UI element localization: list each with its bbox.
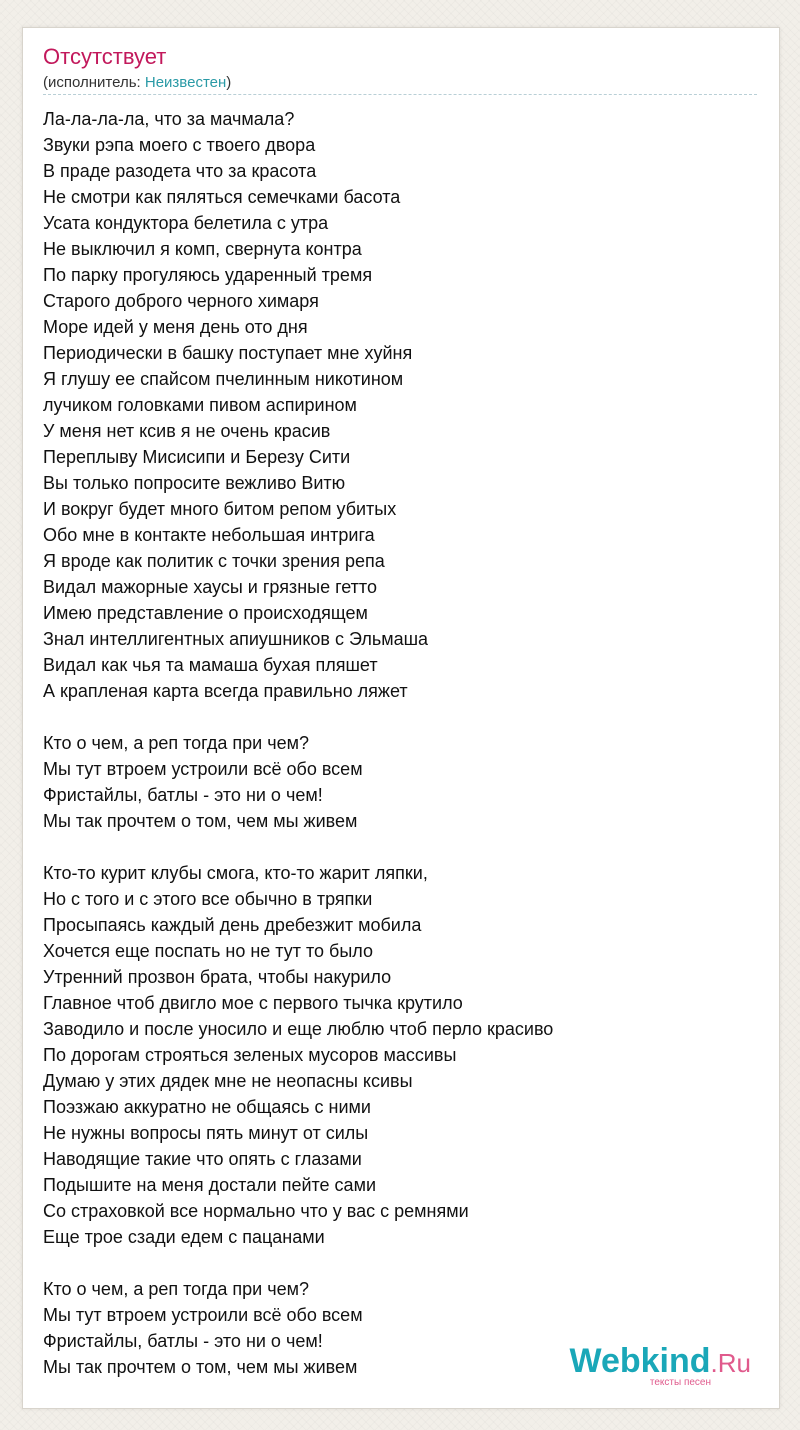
- lyric-line: Но с того и с этого все обычно в тряпки: [43, 889, 373, 909]
- lyric-line: Звуки рэпа моего с твоего двора: [43, 135, 316, 155]
- lyric-line: У меня нет ксив я не очень красив: [43, 421, 331, 441]
- lyric-line: Фристайлы, батлы - это ни о чем!: [43, 1331, 323, 1351]
- lyric-line: Периодически в башку поступает мне хуйня: [43, 343, 413, 363]
- lyric-line: Видал как чья та мамаша бухая пляшет: [43, 655, 378, 675]
- lyric-line: Просыпаясь каждый день дребезжит мобила: [43, 915, 422, 935]
- performer-line: [43, 74, 231, 92]
- lyric-line: Не нужны вопросы пять минут от силы: [43, 1123, 369, 1143]
- performer-link[interactable]: Неизвестен: [144, 74, 227, 91]
- lyric-line: Мы так прочтем о том, чем мы живем: [43, 1357, 358, 1377]
- lyric-line: Переплыву Мисисипи и Березу Сити: [43, 447, 351, 467]
- lyric-line: Старого доброго черного химаря: [43, 291, 319, 311]
- lyric-line: Со страховкой все нормально что у вас с ремнями: [43, 1201, 469, 1221]
- header-divider: [43, 94, 757, 95]
- logo-name: Webkind: [569, 1342, 711, 1380]
- lyric-line: Хочется еще поспать но не тут то было: [43, 941, 373, 961]
- lyric-line: Мы так прочтем о том, чем мы живем: [43, 811, 358, 831]
- lyric-line: Усата кондуктора белетила с утра: [43, 213, 329, 233]
- lyric-line: Думаю у этих дядек мне не неопасны ксивы: [43, 1071, 413, 1091]
- lyric-line: Знал интеллигентных апиушников с Эльмаша: [43, 629, 429, 649]
- lyric-line: Не выключил я комп, свернута контра: [43, 239, 362, 259]
- lyric-line: По дорогам строяться зеленых мусоров массивы: [43, 1045, 457, 1065]
- site-logo[interactable]: [569, 1344, 751, 1388]
- lyric-line: Мы тут втроем устроили всё обо всем: [43, 759, 363, 779]
- lyric-line: Фристайлы, батлы - это ни о чем!: [43, 785, 323, 805]
- lyric-line: По парку прогуляюсь ударенный тремя: [43, 265, 373, 285]
- lyric-line: Заводило и после уносило и еще люблю чтоб перло красиво: [43, 1019, 554, 1039]
- lyric-line: Море идей у меня день ото дня: [43, 317, 308, 337]
- lyric-line: Наводящие такие что опять с глазами: [43, 1149, 362, 1169]
- lyric-line: Еще трое сзади едем с пацанами: [43, 1227, 325, 1247]
- lyric-line: лучиком головками пивом аспирином: [43, 395, 357, 415]
- lyric-line: А крапленая карта всегда правильно ляжет: [43, 681, 408, 701]
- stanza-break: [43, 1250, 757, 1276]
- lyric-line: Имею представление о происходящем: [43, 603, 368, 623]
- lyric-line: Ла-ла-ла-ла, что за мачмала?: [43, 109, 295, 129]
- song-title: Отсутствует: [43, 44, 167, 69]
- lyric-line: Видал мажорные хаусы и грязные гетто: [43, 577, 377, 597]
- logo-wordmark: [569, 1344, 751, 1380]
- lyric-line: Не смотри как пяляться семечками басота: [43, 187, 401, 207]
- logo-tld: .Ru: [710, 1348, 751, 1378]
- lyric-line: В праде разодета что за красота: [43, 161, 317, 181]
- lyrics-card: [22, 27, 780, 1409]
- lyric-line: Главное чтоб двигло мое с первого тычка крутило: [43, 993, 463, 1013]
- lyric-line: Поэзжаю аккуратно не общаясь с ними: [43, 1097, 371, 1117]
- stanza-break: [43, 834, 757, 860]
- lyric-line: Кто о чем, а реп тогда при чем?: [43, 1279, 310, 1299]
- lyric-line: Утренний прозвон брата, чтобы накурило: [43, 967, 392, 987]
- stanza-break: [43, 704, 757, 730]
- lyrics-text: [43, 106, 757, 1380]
- lyric-line: Подышите на меня достали пейте сами: [43, 1175, 376, 1195]
- performer-prefix: (исполнитель:: [43, 74, 145, 91]
- lyric-line: Кто о чем, а реп тогда при чем?: [43, 733, 310, 753]
- lyric-line: Я глушу ее спайсом пчелинным никотином: [43, 369, 404, 389]
- lyric-line: Кто-то курит клубы смога, кто-то жарит ляпки,: [43, 863, 428, 883]
- logo-tagline: тексты песен: [649, 1377, 711, 1388]
- lyric-line: Я вроде как политик с точки зрения репа: [43, 551, 385, 571]
- performer-suffix: ): [226, 74, 232, 91]
- lyric-line: Мы тут втроем устроили всё обо всем: [43, 1305, 363, 1325]
- lyric-line: Вы только попросите вежливо Витю: [43, 473, 346, 493]
- lyric-line: И вокруг будет много битом репом убитых: [43, 499, 397, 519]
- lyric-line: Обо мне в контакте небольшая интрига: [43, 525, 375, 545]
